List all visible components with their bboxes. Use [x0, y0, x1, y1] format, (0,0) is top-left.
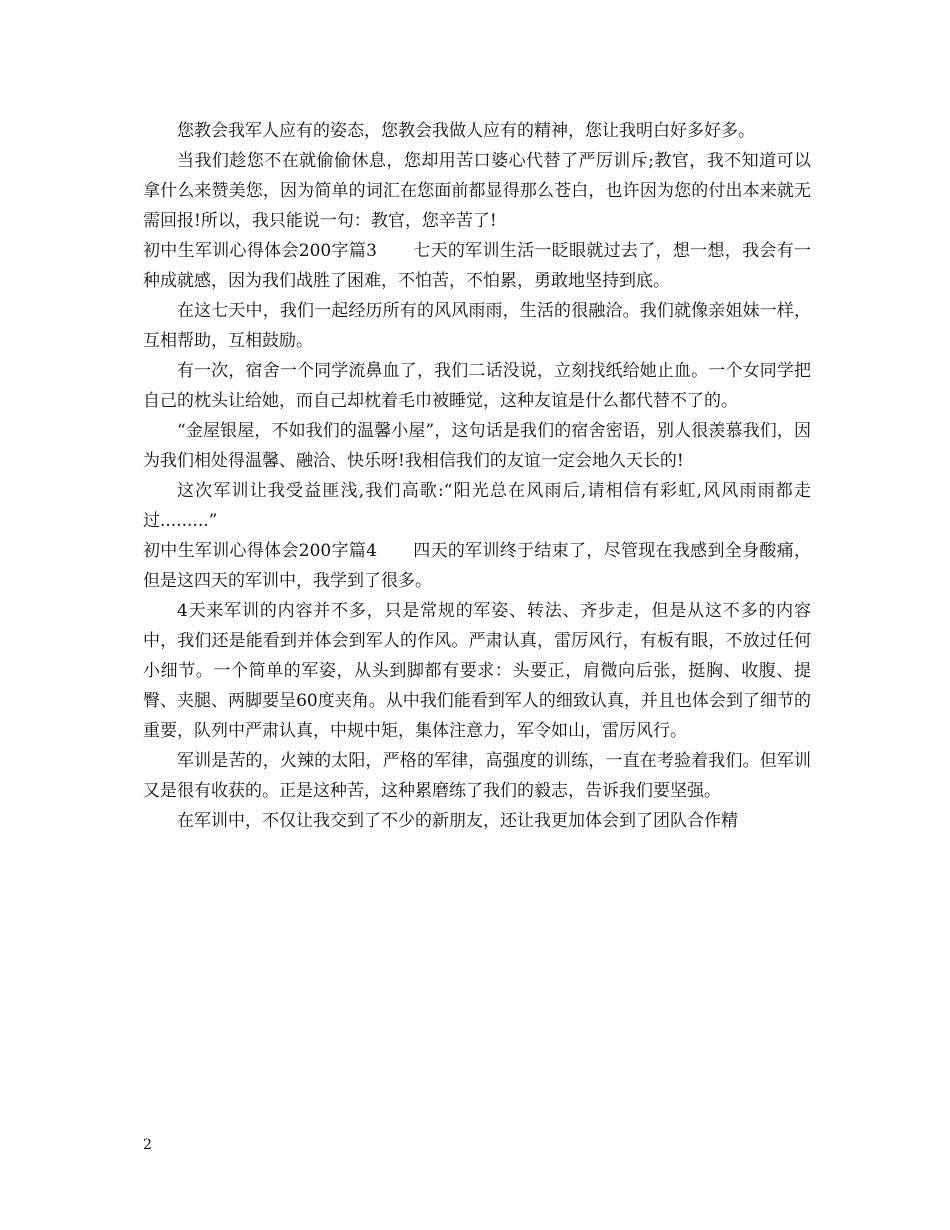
paragraph-6: “金屋银屋，不如我们的温馨小屋”，这句话是我们的宿舍密语，别人很羡慕我们，因为我们相处得温馨、融洽、快乐呀!我相信我们的友谊一定会地久天长的! — [143, 421, 811, 471]
paragraph-9: 4天来军训的内容并不多，只是常规的军姿、转法、齐步走，但是从这不多的内容中，我们还是能看到并体会到军人的作风。严肃认真，雷厉风行，有板有眼，不放过任何小细节。一个简单的军姿，从头到脚都有要求：头要正，肩微向后张，挺胸、收腹、提臀、夹腿、两脚要呈60度夹角。从中我们能看到军人的细致认真，并且也体会到了细节的重要，队列中严肃认真，中规中矩，集体注意力，军令如山，雷厉风行。 — [143, 601, 811, 741]
paragraph-11: 在军训中，不仅让我交到了不少的新朋友，还让我更加体会到了团队合作精 — [177, 811, 738, 831]
paragraph-2: 当我们趁您不在就偷偷休息，您却用苦口婆心代替了严厉训斥;教官，我不知道可以拿什么来赞美您，因为简单的词汇在您面前都显得那么苍白，也许因为您的付出本来就无需回报!所以，我只能说一句：教官，您辛苦了! — [143, 151, 811, 231]
paragraph-10: 军训是苦的，火辣的太阳，严格的军律，高强度的训练，一直在考验着我们。但军训又是很有收获的。正是这种苦，这种累磨练了我们的毅志，告诉我们要坚强。 — [143, 751, 811, 801]
section-heading-3: 初中生军训心得体会200字篇3 — [143, 241, 377, 261]
paragraph-7: 这次军训让我受益匪浅,我们高歌:“阳光总在风雨后,请相信有彩虹,风风雨雨都走过.........” — [143, 481, 811, 531]
paragraph-1: 您教会我军人应有的姿态，您教会我做人应有的精神，您让我明白好多好多。 — [177, 121, 755, 141]
section-3-intro-text: 七天的军训生活一眨眼就过去了，想一想，我会有一种成就感，因为我们战胜了困难，不怕苦，不怕累，勇敢地坚持到底。 — [143, 241, 812, 291]
paragraph-4: 在这七天中，我们一起经历所有的风风雨雨，生活的很融洽。我们就像亲姐妹一样，互相帮助，互相鼓励。 — [143, 301, 811, 351]
section-heading-4: 初中生军训心得体会200字篇4 — [143, 541, 377, 561]
paragraph-5: 有一次，宿舍一个同学流鼻血了，我们二话没说，立刻找纸给她止血。一个女同学把自己的枕头让给她，而自己却枕着毛巾被睡觉，这种友谊是什么都代替不了的。 — [143, 361, 811, 411]
page-number: 2 — [143, 1137, 152, 1153]
section-4-paragraph — [143, 536, 811, 596]
page-body — [143, 116, 811, 836]
section-4-intro-text: 四天的军训终于结束了，尽管现在我感到全身酸痛，但是这四天的军训中，我学到了很多。 — [143, 541, 812, 591]
section-3-paragraph — [143, 236, 811, 296]
